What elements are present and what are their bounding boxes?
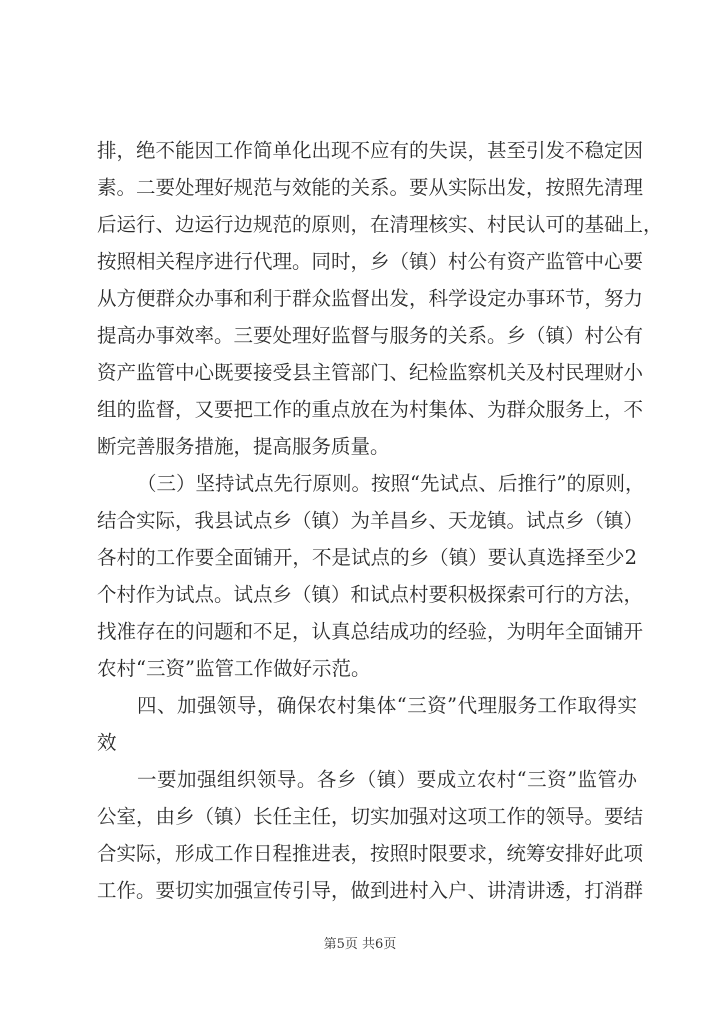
text-line: 提高办事效率。三要处理好监督与服务的关系。乡（镇）村公有 bbox=[97, 324, 644, 347]
document-body bbox=[97, 132, 663, 909]
text-line: 合实际，形成工作日程推进表，按照时限要求，统筹安排好此项 bbox=[97, 842, 644, 865]
text-line: 资产监管中心既要接受县主管部门、纪检监察机关及村民理财小 bbox=[97, 361, 644, 384]
text-line: 找准存在的问题和不足，认真总结成功的经验，为明年全面铺开 bbox=[97, 620, 644, 643]
text-line: 各村的工作要全面铺开，不是试点的乡（镇）要认真选择至少2 bbox=[97, 546, 637, 569]
paragraph bbox=[97, 132, 663, 465]
text-line: 结合实际，我县试点乡（镇）为羊昌乡、天龙镇。试点乡（镇） bbox=[97, 509, 644, 532]
text-line: 工作。要切实加强宣传引导，做到进村入户、讲清讲透，打消群 bbox=[97, 879, 644, 902]
text-line: 按照相关程序进行代理。同时，乡（镇）村公有资产监管中心要 bbox=[97, 250, 644, 273]
text-line: 效 bbox=[97, 731, 117, 754]
paragraph bbox=[97, 465, 645, 687]
page-footer: 第5页 共6页 bbox=[323, 937, 397, 952]
text-line: 个村作为试点。试点乡（镇）和试点村要积极探索可行的方法， bbox=[97, 583, 644, 606]
text-line: 后运行、边运行边规范的原则，在清理核实、村民认可的基础上， bbox=[97, 213, 663, 236]
text-line: 一要加强组织领导。各乡（镇）要成立农村“三资”监管办 bbox=[137, 768, 637, 791]
text-line: 公室，由乡（镇）长任主任，切实加强对这项工作的领导。要结 bbox=[97, 805, 644, 828]
text-line: 素。二要处理好规范与效能的关系。要从实际出发，按照先清理 bbox=[97, 176, 644, 199]
text-line: 农村“三资”监管工作做好示范。 bbox=[97, 657, 371, 680]
paragraph bbox=[97, 687, 637, 761]
text-line: 断完善服务措施，提高服务质量。 bbox=[97, 435, 390, 458]
text-line: 四、加强领导，确保农村集体“三资”代理服务工作取得实 bbox=[137, 694, 637, 717]
text-line: 从方便群众办事和利于群众监督出发，科学设定办事环节，努力 bbox=[97, 287, 644, 310]
text-line: （三）坚持试点先行原则。按照“先试点、后推行”的原则， bbox=[137, 472, 645, 495]
text-line: 排，绝不能因工作简单化出现不应有的失误，甚至引发不稳定因 bbox=[97, 139, 644, 162]
text-line: 组的监督，又要把工作的重点放在为村集体、为群众服务上，不 bbox=[97, 398, 644, 421]
paragraph bbox=[97, 761, 644, 909]
